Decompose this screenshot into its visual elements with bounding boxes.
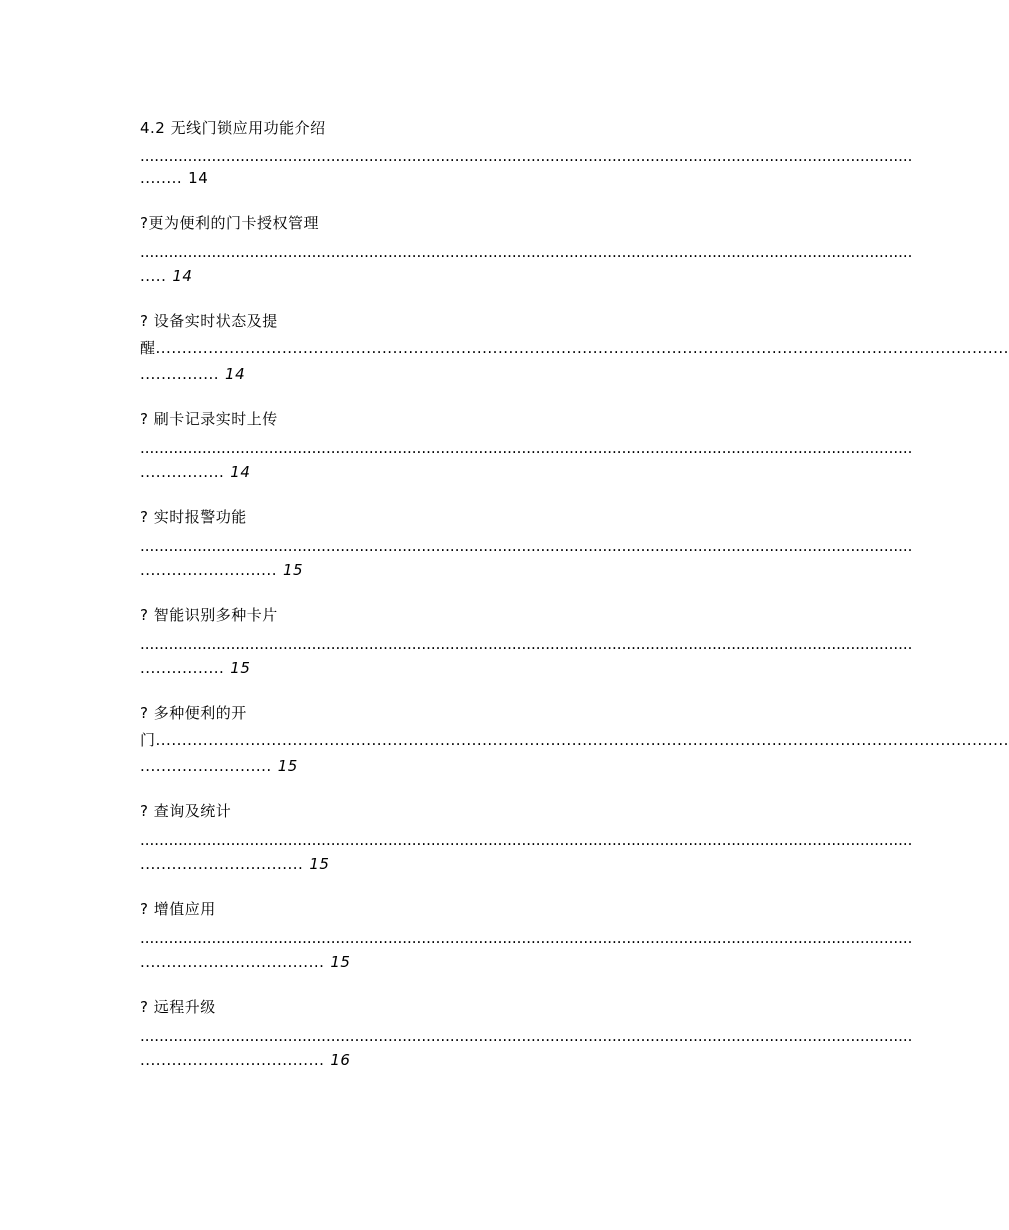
- toc-leader-dots: ..................................................................................................................................................................: [140, 439, 913, 457]
- toc-page-number: 14: [225, 365, 246, 383]
- toc-leader-dots: ...............: [140, 365, 220, 383]
- toc-entry-page-line: [140, 168, 208, 188]
- toc-entry-page-line: [140, 560, 303, 580]
- toc-entry-wrapped-line: [140, 730, 1009, 750]
- toc-page-number: 15: [277, 757, 298, 775]
- toc-entry-page-line: [140, 952, 350, 972]
- toc-entry-page-line: [140, 364, 245, 384]
- toc-entry-page-line: [140, 658, 250, 678]
- toc-page-number: 14: [172, 267, 193, 285]
- toc-leader-dots: .........................: [140, 757, 272, 775]
- toc-entry-title-tail: 醒: [140, 339, 156, 357]
- toc-entry-page-line: [140, 1050, 350, 1070]
- toc-page-number: 14: [230, 463, 251, 481]
- toc-entry-title: 4.2 无线门锁应用功能介绍: [140, 119, 326, 137]
- toc-page-number: 15: [330, 953, 351, 971]
- toc-leader-dots: ..................................................................................................................................................................: [140, 243, 913, 261]
- toc-leader-dots: ...............................: [140, 855, 304, 873]
- toc-entry-page-line: [140, 462, 250, 482]
- toc-entry-page-line: [140, 756, 298, 776]
- toc-entry-title: ? 设备实时状态及提: [140, 312, 278, 330]
- toc-leader-dots: ..................................................................................................................................................................: [140, 1027, 913, 1045]
- toc-entry-title: ? 多种便利的开: [140, 704, 247, 722]
- toc-leader-dots: ...................................: [140, 1051, 325, 1069]
- toc-entry-title: ? 远程升级: [140, 998, 216, 1016]
- toc-page-number: 15: [309, 855, 330, 873]
- toc-leader-dots: ..........................: [140, 561, 277, 579]
- toc-entry-page-line: [140, 854, 329, 874]
- toc-leader-dots: ..................................................................................................................................................................: [155, 339, 1009, 357]
- toc-leader-dots: ..................................................................................................................................................................: [140, 147, 913, 165]
- toc-leader-dots: ................: [140, 659, 225, 677]
- toc-entry-title: ? 刷卡记录实时上传: [140, 410, 278, 428]
- toc-leader-dots: ................: [140, 463, 225, 481]
- toc-leader-dots: ..................................................................................................................................................................: [155, 731, 1009, 749]
- toc-page-number: 15: [230, 659, 251, 677]
- toc-page-number: 15: [282, 561, 304, 579]
- toc-entry-title: ? 实时报警功能: [140, 508, 247, 526]
- toc-entry-title: ?更为便利的门卡授权管理: [140, 214, 319, 232]
- toc-entry-title: ? 增值应用: [140, 900, 216, 918]
- toc-entry-wrapped-line: [140, 338, 1009, 358]
- toc-page-number: 16: [330, 1051, 351, 1069]
- toc-leader-dots: ..................................................................................................................................................................: [140, 831, 913, 849]
- toc-entry-title-tail: 门: [140, 731, 156, 749]
- toc-leader-dots: ..................................................................................................................................................................: [140, 929, 913, 947]
- toc-leader-dots: ........: [140, 169, 183, 187]
- toc-page-number: 14: [188, 169, 209, 187]
- toc-leader-dots: .....: [140, 267, 167, 285]
- toc-leader-dots: ..................................................................................................................................................................: [140, 537, 913, 555]
- toc-leader-dots: ..................................................................................................................................................................: [140, 635, 913, 653]
- toc-leader-dots: ...................................: [140, 953, 325, 971]
- toc-entry-title: ? 智能识别多种卡片: [140, 606, 278, 624]
- toc-entry-title: ? 查询及统计: [140, 802, 232, 820]
- toc-entry-page-line: [140, 266, 192, 286]
